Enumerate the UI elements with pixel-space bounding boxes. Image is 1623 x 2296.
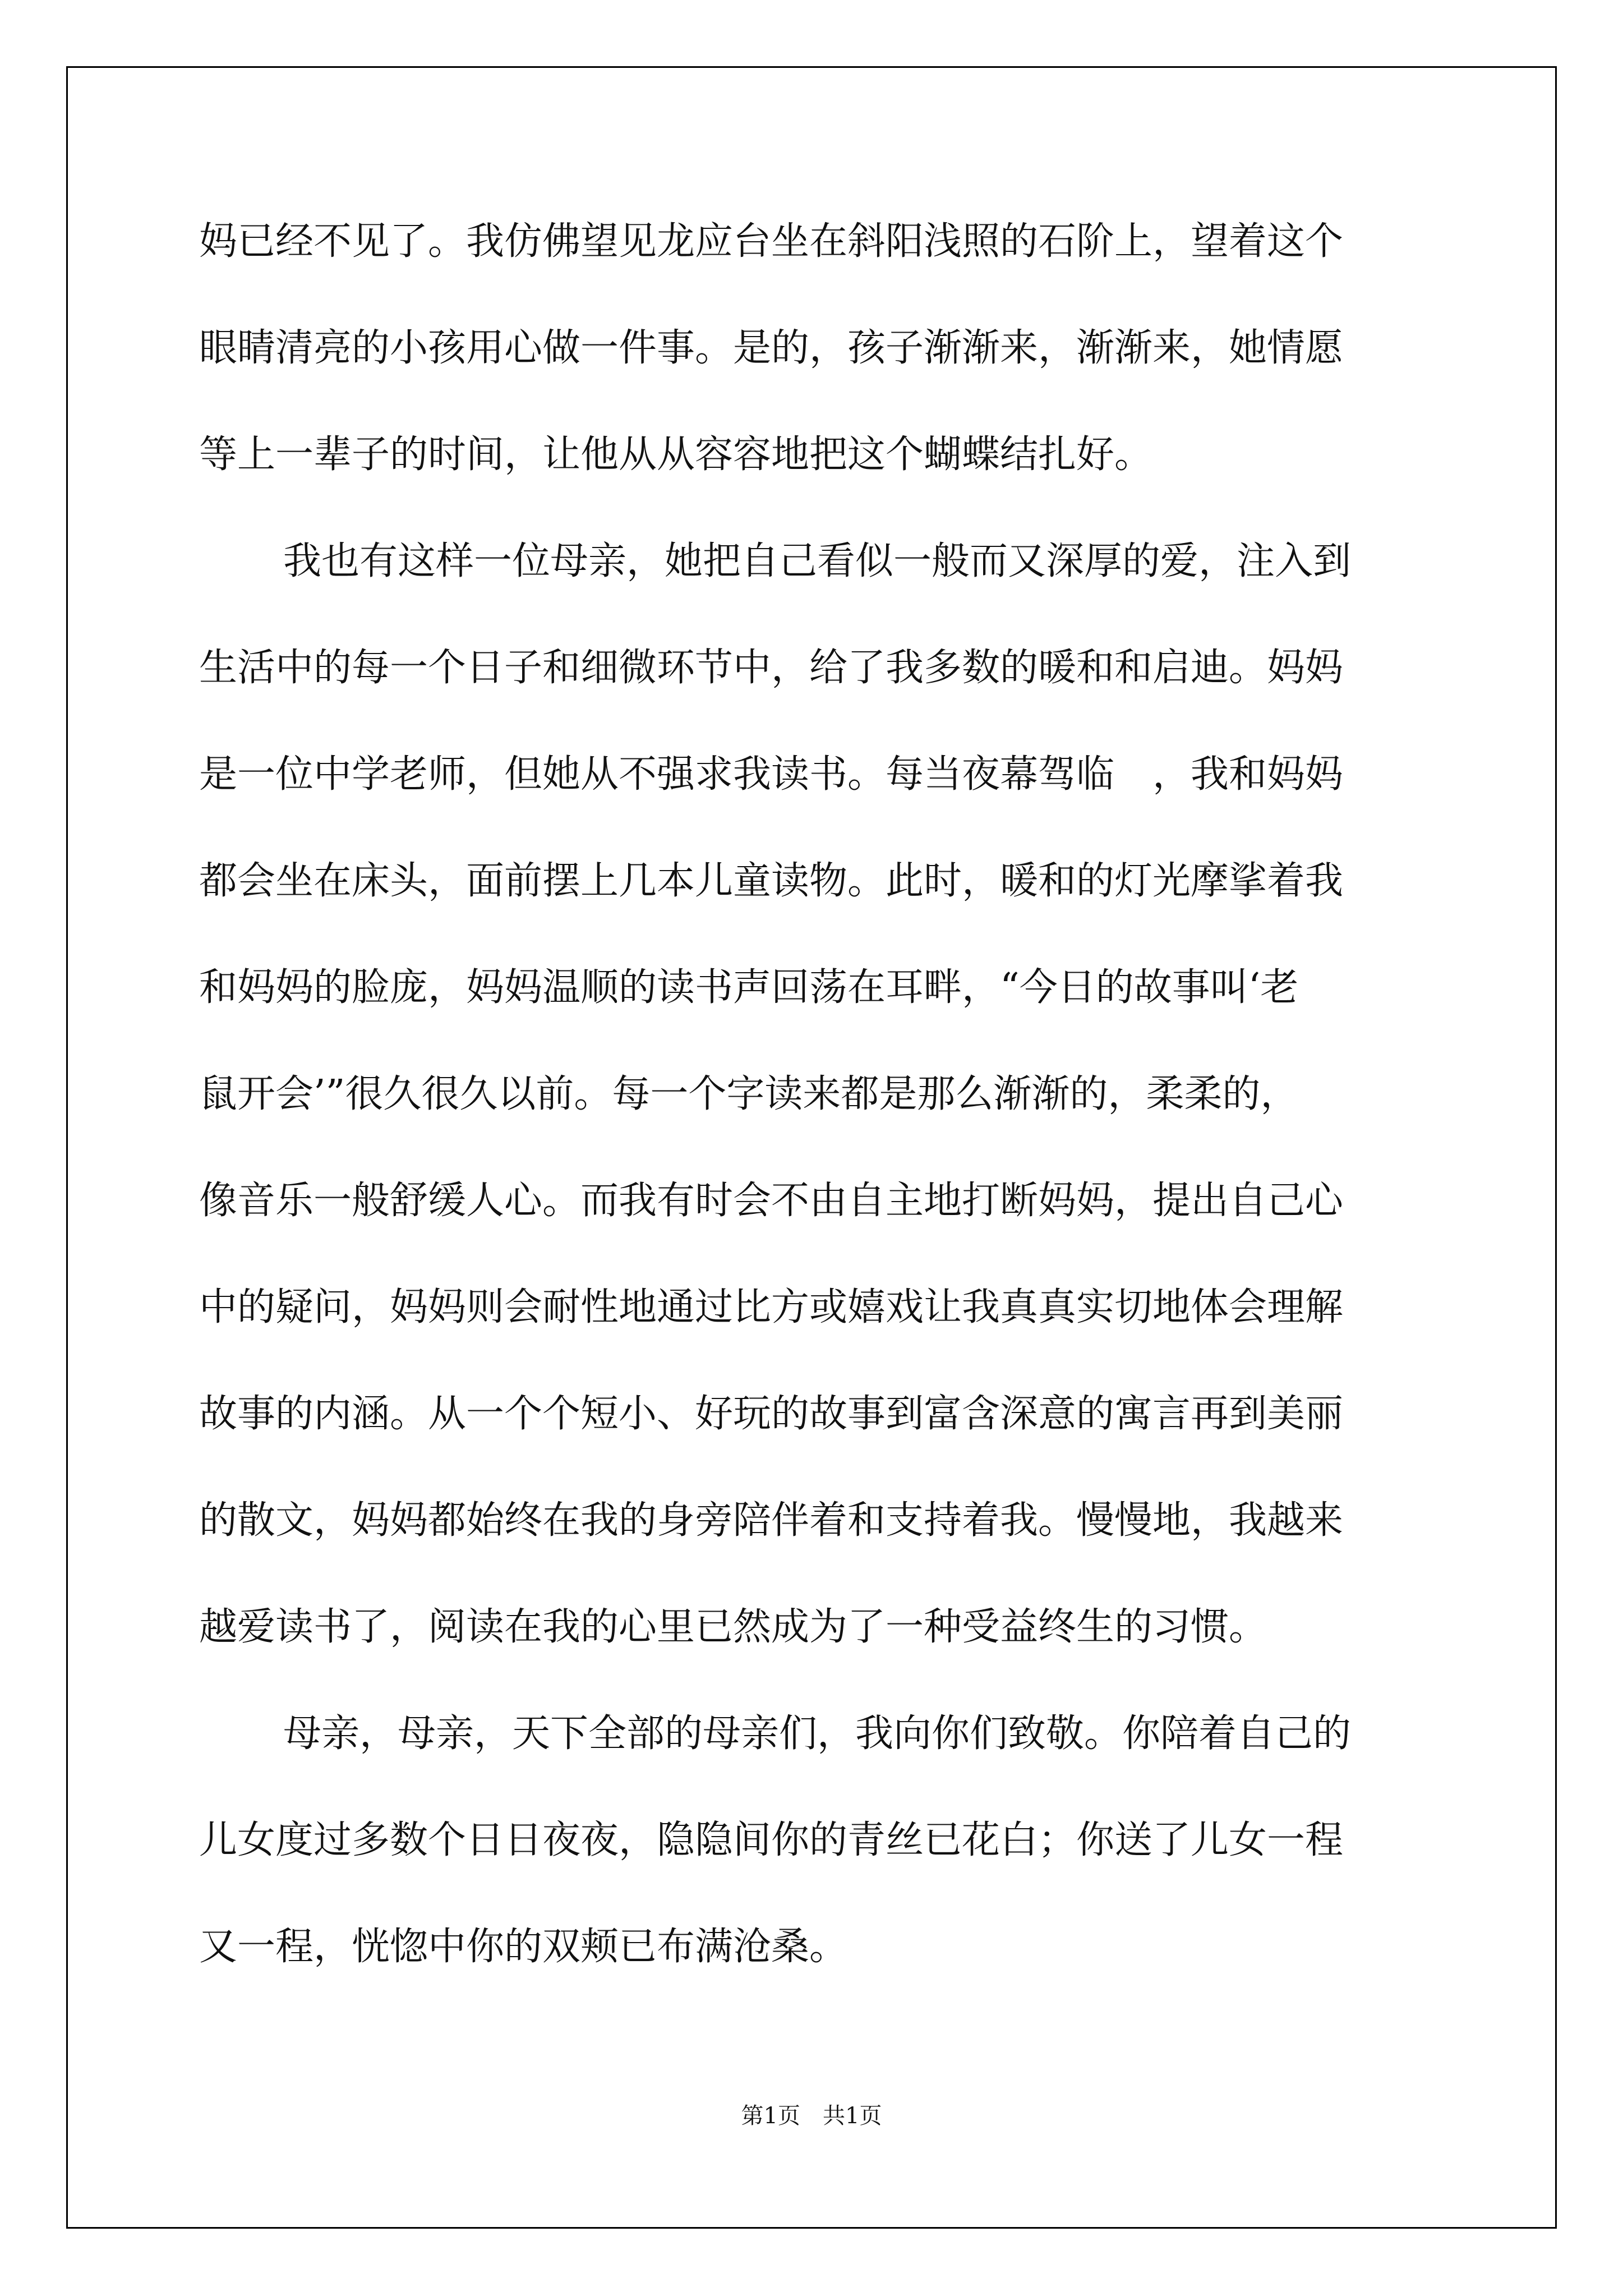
text-line: 生活中的每一个日子和细微环节中，给了我多数的暖和和启迪。妈妈 <box>199 646 1344 690</box>
text-line: 故事的内涵。从一个个短小、好玩的故事到富含深意的寓言再到美丽 <box>199 1392 1344 1436</box>
text-line: 儿女度过多数个日日夜夜，隐隐间你的青丝已花白；你送了儿女一程 <box>199 1818 1344 1862</box>
text-line: 和妈妈的脸庞，妈妈温顺的读书声回荡在耳畔，“今日的故事叫‘老 <box>199 965 1299 1010</box>
text-line: 是一位中学老师，但她从不强求我读书。每当夜幕驾临 ，我和妈妈 <box>199 752 1344 797</box>
document-body <box>199 214 1436 2026</box>
text-line: 眼睛清亮的小孩用心做一件事。是的，孩子渐渐来，渐渐来，她情愿 <box>199 326 1344 370</box>
text-line: 鼠开会’”很久很久以前。每一个字读来都是那么渐渐的，柔柔的， <box>199 1072 1299 1116</box>
text-line: 都会坐在床头，面前摆上几本儿童读物。此时，暖和的灯光摩挲着我 <box>199 859 1344 903</box>
text-line: 像音乐一般舒缓人心。而我有时会不由自主地打断妈妈，提出自己心 <box>199 1179 1344 1223</box>
text-line: 又一程，恍惚中你的双颊已布满沧桑。 <box>199 1925 848 1969</box>
text-line: 等上一辈子的时间，让他从从容容地把这个蝴蝶结扎好。 <box>199 432 1153 477</box>
text-line: 中的疑问，妈妈则会耐性地通过比方或嬉戏让我真真实切地体会理解 <box>199 1285 1344 1329</box>
text-line: 的散文，妈妈都始终在我的身旁陪伴着和支持着我。慢慢地，我越来 <box>199 1498 1344 1543</box>
paragraph-start-line: 母亲，母亲，天下全部的母亲们，我向你们致敬。你陪着自己的 <box>283 1711 1352 1756</box>
text-line: 妈已经不见了。我仿佛望见龙应台坐在斜阳浅照的石阶上，望着这个 <box>199 219 1344 264</box>
page-number-footer: 第1页 共1页 <box>741 2103 882 2129</box>
text-line: 越爱读书了，阅读在我的心里已然成为了一种受益终生的习惯。 <box>199 1605 1267 1649</box>
paragraph-start-line: 我也有这样一位母亲，她把自己看似一般而又深厚的爱，注入到 <box>283 539 1352 583</box>
